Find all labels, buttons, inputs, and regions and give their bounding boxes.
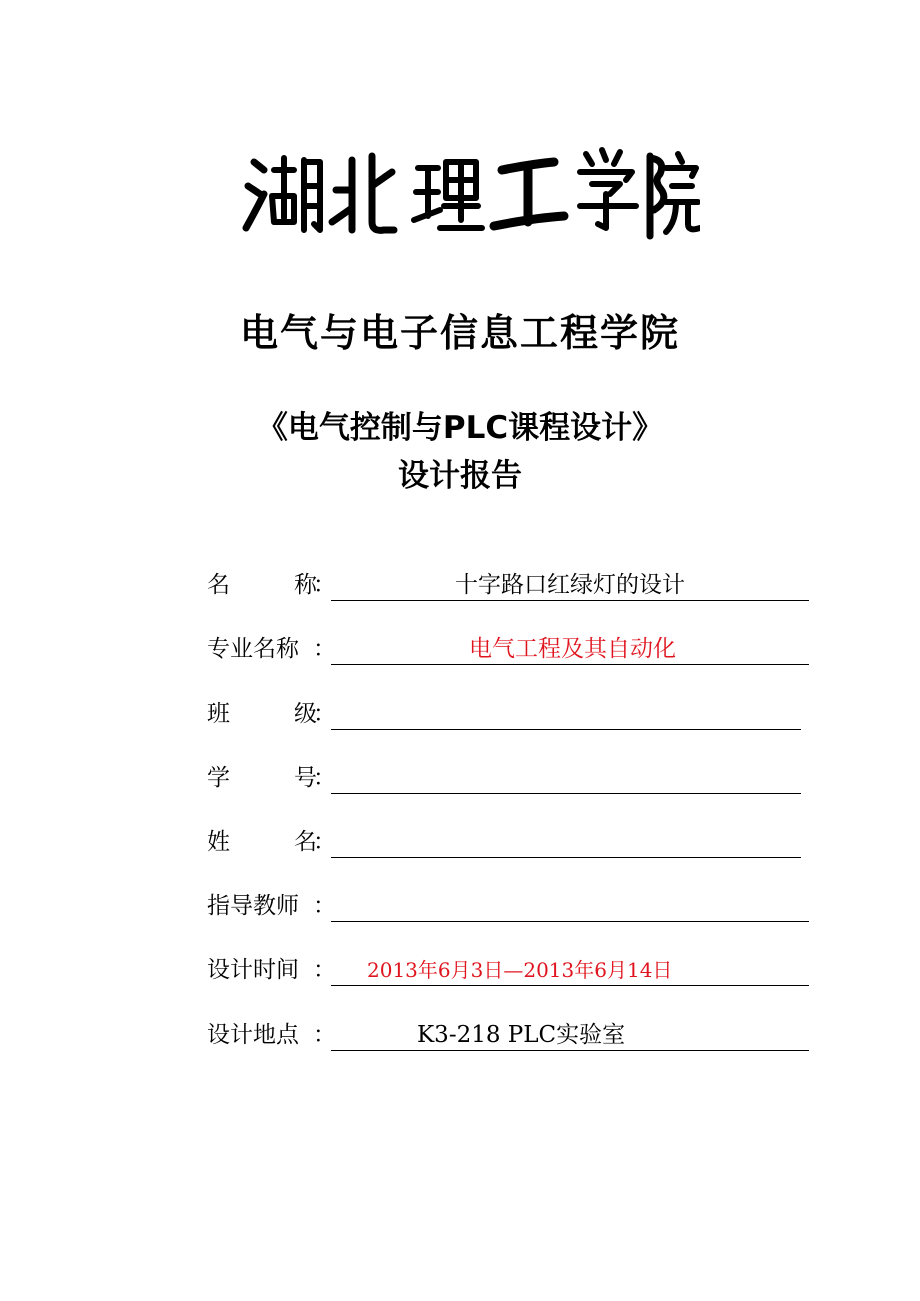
field-colon: ： <box>313 1022 336 1048</box>
field-value-student-name[interactable] <box>331 825 801 858</box>
field-value-design-time-text: 2013年6月3日—2013年6月14日 <box>367 958 673 982</box>
field-value-class[interactable] <box>331 697 801 730</box>
field-label-char: 班 <box>207 701 230 727</box>
field-label-char: 学 <box>207 765 230 791</box>
field-label-char: 名 <box>207 572 230 598</box>
field-value-advisor[interactable] <box>331 889 809 922</box>
field-value-major[interactable] <box>331 632 809 665</box>
field-value-student-id[interactable] <box>331 761 801 794</box>
field-label-design-time: 设计时间 <box>207 957 299 983</box>
field-value-name[interactable]: 十字路口红绿灯的设计 <box>331 568 809 601</box>
school-name: 电气与电子信息工程学院 <box>239 310 680 355</box>
field-value-design-time[interactable] <box>331 953 809 986</box>
field-label-design-location: 设计地点 <box>207 1022 299 1048</box>
field-label-char: 姓 <box>207 829 230 855</box>
field-colon: ： <box>313 957 336 983</box>
field-label-student-id <box>207 761 317 795</box>
field-label-class <box>207 697 317 731</box>
field-value-design-location-text: K3-218 PLC实验室 <box>417 1022 626 1048</box>
course-title: 《电气控制与PLC课程设计》 <box>256 410 664 446</box>
field-label-major: 专业名称 <box>207 636 299 662</box>
field-value-major-text: 电气工程及其自动化 <box>469 636 676 662</box>
field-label-char: 号 <box>294 765 317 791</box>
field-colon: ： <box>313 893 336 919</box>
field-colon: ： <box>313 765 336 791</box>
university-calligraphy-logo <box>240 140 700 240</box>
field-value-design-location[interactable] <box>331 1018 809 1051</box>
field-label-char: 级 <box>294 701 317 727</box>
field-colon: ： <box>313 572 336 598</box>
calligraphy-logo-graphic <box>240 140 700 240</box>
field-label-name <box>207 568 317 602</box>
field-label-char: 名 <box>294 829 317 855</box>
report-title: 设计报告 <box>398 458 522 494</box>
field-label-char: 称 <box>294 572 317 598</box>
field-label-student-name <box>207 825 317 859</box>
field-colon: ： <box>313 829 336 855</box>
field-colon: ： <box>313 636 336 662</box>
field-colon: ： <box>313 701 336 727</box>
field-label-advisor: 指导教师 <box>207 893 299 919</box>
